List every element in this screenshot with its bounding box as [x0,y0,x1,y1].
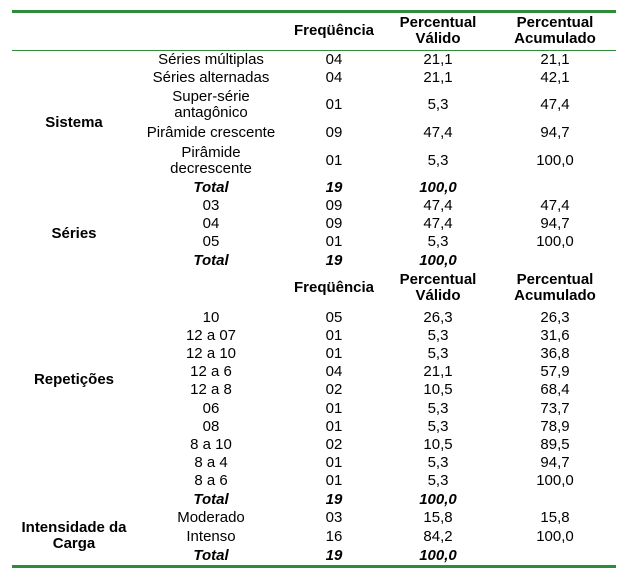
row-freq: 02 [325,436,343,453]
row-item: 8 a 6 [194,472,228,489]
row-freq: 01 [325,418,343,435]
total-label: Total [193,252,229,269]
row-valid: 5,3 [427,327,449,344]
row-valid: 21,1 [423,51,453,68]
total-valid: 100,0 [419,491,457,508]
row-item: Intenso [186,528,236,545]
row-item: Pirâmide decrescente [170,144,252,177]
row-valid: 5,3 [427,233,449,250]
header-percentual-valido-2: Percentual Válido [399,271,477,304]
row-valid: 47,4 [423,124,453,141]
row-freq: 03 [325,509,343,526]
row-valid: 21,1 [423,69,453,86]
row-freq: 09 [325,197,343,214]
row-freq: 04 [325,69,343,86]
row-valid: 47,4 [423,197,453,214]
row-acum: 31,6 [540,327,570,344]
row-freq: 09 [325,124,343,141]
row-acum: 100,0 [536,233,574,250]
row-acum: 94,7 [540,124,570,141]
row-acum: 42,1 [540,69,570,86]
row-item: 12 a 10 [185,345,237,362]
row-freq: 16 [325,528,343,545]
table-bottom-rule [12,565,616,568]
header-percentual-acumulado: Percentual Acumulado [514,14,596,47]
row-acum: 15,8 [540,509,570,526]
header-percentual-valido: Percentual Válido [399,14,477,47]
row-valid: 5,3 [427,418,449,435]
row-acum: 47,4 [540,96,570,113]
row-item: 06 [202,400,220,417]
row-item: 12 a 07 [185,327,237,344]
row-valid: 10,5 [423,436,453,453]
row-acum: 100,0 [536,152,574,169]
row-valid: 5,3 [427,345,449,362]
row-acum: 100,0 [536,528,574,545]
row-acum: 89,5 [540,436,570,453]
row-valid: 5,3 [427,472,449,489]
total-label: Total [193,547,229,564]
row-acum: 36,8 [540,345,570,362]
row-item: 8 a 4 [194,454,228,471]
row-acum: 94,7 [540,454,570,471]
row-acum: 94,7 [540,215,570,232]
row-freq: 02 [325,381,343,398]
row-acum: 68,4 [540,381,570,398]
row-freq: 04 [325,51,343,68]
row-freq: 01 [325,454,343,471]
row-acum: 26,3 [540,309,570,326]
row-freq: 01 [325,400,343,417]
row-freq: 01 [325,152,343,169]
row-acum: 21,1 [540,51,570,68]
total-valid: 100,0 [419,547,457,564]
group-label-sistema: Sistema [45,114,103,131]
total-freq: 19 [325,179,343,196]
header-frequencia-2: Freqüência [293,279,375,296]
row-valid: 26,3 [423,309,453,326]
row-valid: 84,2 [423,528,453,545]
row-freq: 09 [325,215,343,232]
total-label: Total [193,179,229,196]
row-valid: 5,3 [427,454,449,471]
row-item: Séries alternadas [152,69,270,86]
row-item: Super-série antagônico [172,88,250,121]
row-valid: 5,3 [427,400,449,417]
total-label: Total [193,491,229,508]
row-item: Moderado [177,509,245,526]
row-item: 10 [202,309,220,326]
total-valid: 100,0 [419,179,457,196]
group-label-repeticoes: Repetições [33,371,115,388]
row-item: 05 [202,233,220,250]
row-acum: 47,4 [540,197,570,214]
group-label-intensidade: Intensidade da Carga [21,519,127,552]
row-valid: 10,5 [423,381,453,398]
row-acum: 57,9 [540,363,570,380]
row-valid: 5,3 [427,152,449,169]
row-item: 03 [202,197,220,214]
row-freq: 01 [325,233,343,250]
row-item: 12 a 8 [190,381,232,398]
row-item: 12 a 6 [190,363,232,380]
row-item: Séries múltiplas [158,51,264,68]
header-frequencia: Freqüência [293,22,375,39]
total-freq: 19 [325,252,343,269]
row-freq: 01 [325,472,343,489]
total-freq: 19 [325,547,343,564]
row-valid: 21,1 [423,363,453,380]
row-valid: 15,8 [423,509,453,526]
row-freq: 04 [325,363,343,380]
header-percentual-acumulado-2: Percentual Acumulado [514,271,596,304]
row-freq: 01 [325,345,343,362]
row-item: 8 a 10 [190,436,232,453]
row-item: 08 [202,418,220,435]
row-freq: 01 [325,327,343,344]
row-item: 04 [202,215,220,232]
row-acum: 100,0 [536,472,574,489]
group-label-series: Séries [51,225,97,242]
row-valid: 5,3 [427,96,449,113]
row-freq: 05 [325,309,343,326]
row-item: Pirâmide crescente [146,124,276,141]
row-freq: 01 [325,96,343,113]
total-freq: 19 [325,491,343,508]
row-valid: 47,4 [423,215,453,232]
total-valid: 100,0 [419,252,457,269]
row-acum: 78,9 [540,418,570,435]
row-acum: 73,7 [540,400,570,417]
